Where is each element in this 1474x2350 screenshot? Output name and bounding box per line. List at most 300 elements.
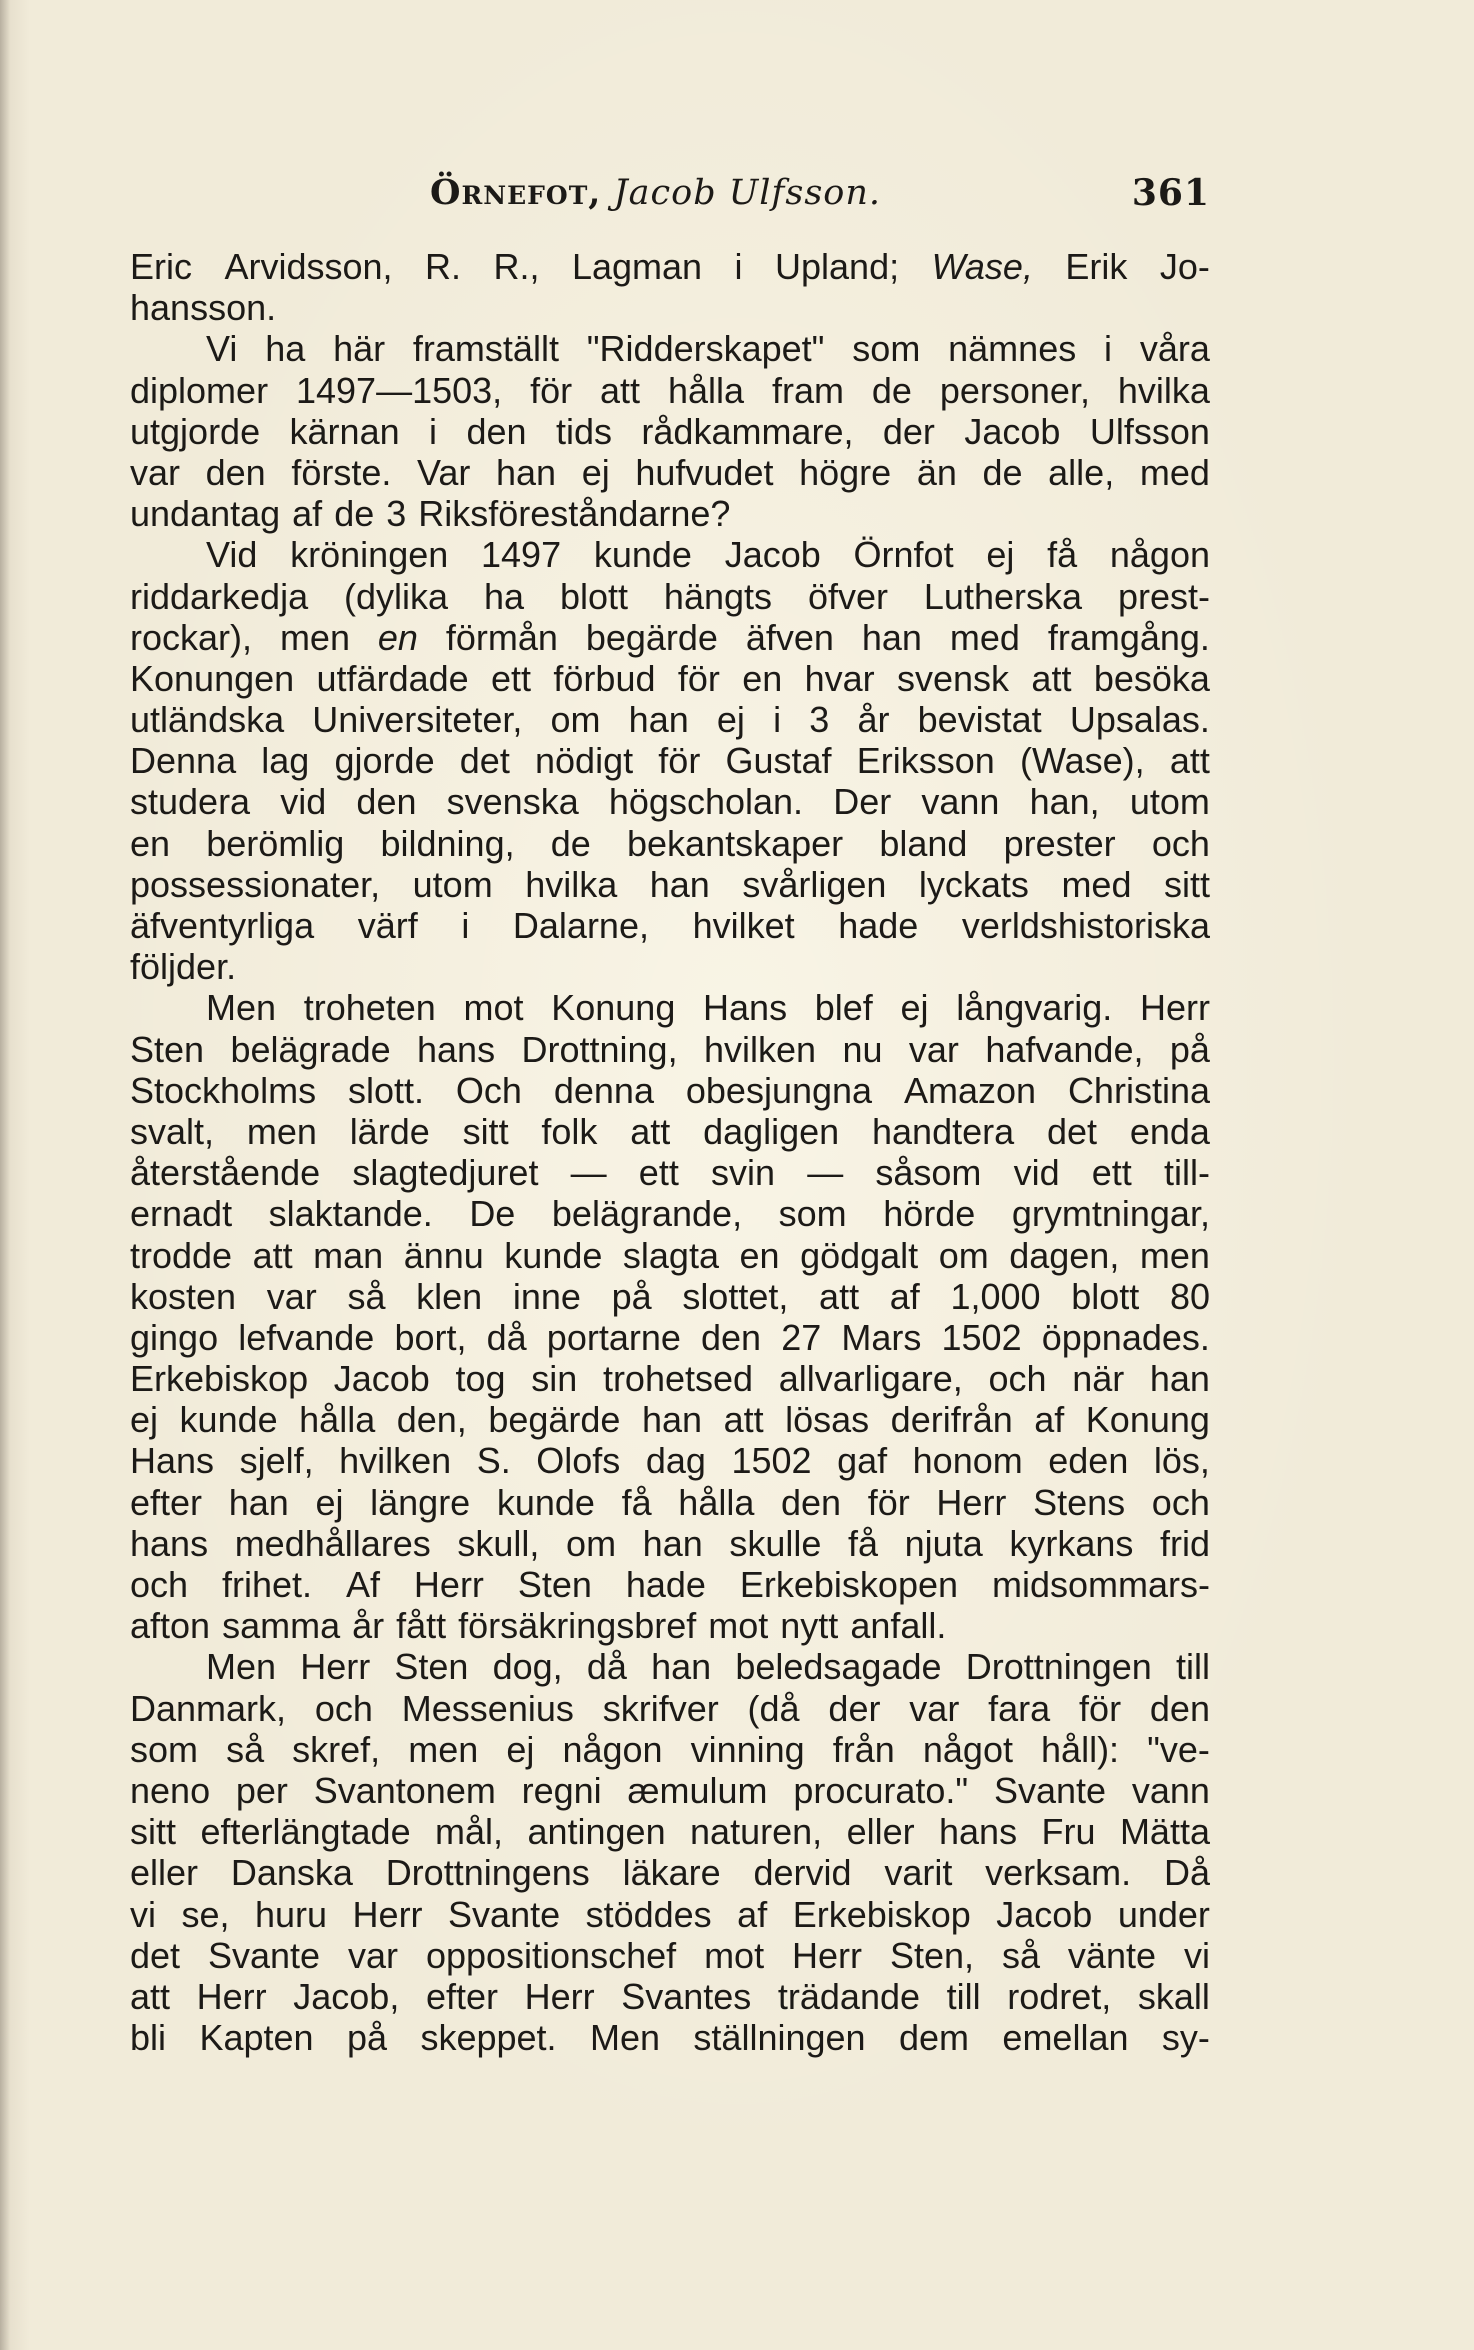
word: S.	[476, 1440, 511, 1482]
word: verldshistoriska	[961, 905, 1210, 946]
running-head-surname: Örnefot,	[430, 172, 602, 213]
word: af	[292, 493, 323, 535]
word: i	[773, 699, 782, 741]
word: vinning	[690, 1728, 805, 1770]
text-line	[130, 576, 1210, 617]
word: samma	[222, 1605, 341, 1647]
word: hans	[939, 1811, 1018, 1853]
word: mot	[704, 1934, 765, 1976]
word: kunde	[179, 1399, 278, 1441]
word: kunde	[504, 1234, 603, 1276]
text-line	[130, 1688, 1210, 1729]
word: kyrkans	[1009, 1522, 1134, 1564]
word: om	[566, 1522, 617, 1564]
word: efterlängtade	[200, 1811, 411, 1853]
word: vann	[921, 781, 1000, 823]
word: Drottning,	[521, 1028, 678, 1070]
word: Der	[833, 781, 892, 823]
word: Wase,	[931, 246, 1033, 287]
word: Lagman	[571, 246, 703, 287]
word: 27	[781, 1316, 822, 1358]
word: ej	[315, 1481, 344, 1523]
word: "ve-	[1147, 1728, 1210, 1770]
word: berömlig	[206, 822, 345, 864]
word: Dalarne,	[512, 905, 649, 946]
word: det	[459, 740, 510, 782]
word: Ulfsson	[1089, 410, 1210, 452]
word: på	[611, 1275, 652, 1317]
word: frid	[1159, 1522, 1210, 1564]
word: nämnes	[948, 328, 1077, 370]
word: tids	[555, 410, 612, 452]
word: Gustaf	[725, 740, 832, 782]
word: (dylika	[344, 575, 449, 617]
word: från	[832, 1728, 895, 1770]
word: hvilket	[692, 905, 795, 946]
word: Sten,	[889, 1934, 975, 1976]
word: neno	[130, 1769, 211, 1811]
word: trädande	[777, 1975, 921, 2017]
word: äfven	[745, 616, 834, 658]
word: sin	[531, 1358, 578, 1400]
word: Jo-	[1159, 246, 1210, 287]
word: portarne	[546, 1316, 681, 1358]
word: utländska	[130, 699, 285, 741]
word: en	[130, 822, 171, 864]
word: hansson.	[130, 287, 277, 329]
paragraph	[130, 1646, 1210, 2058]
word: läkare	[622, 1852, 721, 1894]
word: nytt	[780, 1605, 839, 1647]
word: han,	[1029, 781, 1100, 823]
word: värf	[357, 905, 418, 946]
word: så	[1001, 1934, 1040, 1976]
word: förmån	[445, 616, 558, 658]
word: dem	[898, 2017, 969, 2059]
word: midsommars-	[991, 1564, 1210, 1605]
word: begärde	[585, 616, 718, 658]
word: Olofs	[536, 1440, 621, 1482]
word: ej	[900, 987, 929, 1029]
word: Herr	[413, 1564, 484, 1605]
text-line	[130, 1029, 1210, 1070]
text-line	[130, 328, 1210, 369]
word: att	[630, 1110, 671, 1152]
word: Herr	[196, 1975, 267, 2017]
word: Universiteter,	[312, 699, 523, 741]
word: lefvande	[238, 1316, 375, 1358]
word: den	[1149, 1687, 1210, 1729]
word: inne	[512, 1275, 581, 1317]
word: huru	[255, 1893, 328, 1935]
word: kosten	[130, 1275, 237, 1317]
word: Men	[589, 2017, 660, 2059]
word: högscholan.	[608, 781, 804, 823]
text-line	[130, 493, 1210, 534]
text-line	[130, 452, 1210, 493]
word: Herr	[524, 1975, 595, 2017]
word: nu	[842, 1028, 883, 1070]
word: öppnades.	[1041, 1316, 1210, 1358]
word: för	[677, 657, 720, 699]
text-line	[130, 864, 1210, 905]
word: eden	[1048, 1440, 1129, 1482]
word: eller	[846, 1811, 915, 1853]
word: hans	[130, 1522, 209, 1564]
word: frihet.	[221, 1564, 313, 1605]
word: ett	[638, 1152, 679, 1194]
text-line	[130, 2017, 1210, 2058]
word: Eric	[130, 246, 192, 287]
text-line	[130, 740, 1210, 781]
word: afton	[130, 1605, 211, 1647]
text-line	[130, 1399, 1210, 1440]
word: handtera	[872, 1110, 1015, 1152]
word: han	[228, 1481, 289, 1523]
word: år	[352, 1605, 385, 1647]
word: mål,	[435, 1811, 504, 1853]
word: skull,	[457, 1522, 540, 1564]
word: Sten	[130, 1028, 205, 1070]
word: Då	[1163, 1852, 1210, 1894]
word: anfall.	[850, 1605, 947, 1647]
word: utom	[1129, 781, 1210, 823]
word: troheten	[303, 987, 436, 1029]
word: med	[1139, 451, 1210, 493]
text-line	[130, 246, 1210, 287]
word: hålla	[299, 1399, 376, 1441]
word: bekantskaper	[627, 822, 844, 864]
word: Danmark,	[130, 1687, 287, 1729]
word: Christina	[1067, 1069, 1210, 1111]
word: emellan	[1002, 2017, 1129, 2059]
word: hans	[417, 1028, 496, 1070]
word: vi	[1183, 1934, 1210, 1976]
word: Örnfot	[853, 534, 954, 576]
word: ett	[491, 657, 532, 699]
word: kröningen	[290, 534, 449, 576]
word: Och	[455, 1069, 522, 1111]
word: återstående	[130, 1152, 321, 1194]
word: Eriksson	[856, 740, 995, 782]
word: njuta	[904, 1522, 983, 1564]
word: Upsalas.	[1069, 699, 1210, 741]
word: gjorde	[334, 740, 435, 782]
word: naturen,	[690, 1811, 823, 1853]
word: att	[1169, 740, 1210, 782]
word: Drottningen	[965, 1646, 1152, 1688]
word: (då	[747, 1687, 800, 1729]
text-line	[130, 287, 1210, 328]
text-line	[130, 534, 1210, 575]
word: och	[1151, 822, 1210, 864]
word: Upland;	[775, 246, 900, 287]
word: den,	[396, 1399, 467, 1441]
word: bevistat	[917, 699, 1042, 741]
word: Herr	[936, 1481, 1007, 1523]
text-line	[130, 1646, 1210, 1687]
word: var	[909, 1687, 960, 1729]
text-line	[130, 781, 1210, 822]
word: dagligen	[703, 1110, 840, 1152]
word: studera	[130, 781, 251, 823]
word: æmulum	[627, 1769, 768, 1811]
paragraph	[130, 987, 1210, 1646]
word: medhållares	[234, 1522, 431, 1564]
word: han	[642, 1522, 703, 1564]
word: han	[861, 616, 922, 658]
word: att	[130, 1975, 171, 2017]
word: bli	[130, 2017, 167, 2059]
word: svalt,	[130, 1110, 215, 1152]
word: Jacob	[964, 410, 1061, 452]
word: år	[857, 699, 890, 741]
word: hörde	[883, 1193, 976, 1235]
word: ej	[581, 451, 610, 493]
word: han	[496, 451, 557, 493]
text-line	[130, 946, 1210, 987]
word: fram	[771, 369, 844, 411]
word: Stockholms	[130, 1069, 317, 1111]
text-line	[130, 1440, 1210, 1481]
word: possessionater,	[130, 863, 381, 905]
text-line	[130, 1235, 1210, 1276]
text-line	[130, 1852, 1210, 1893]
page-binding-edge	[0, 0, 10, 2350]
word: de	[871, 369, 912, 411]
text-line	[130, 1070, 1210, 1111]
word: vid	[1013, 1152, 1060, 1194]
word: beledsagade	[735, 1646, 942, 1688]
word: hängts	[663, 575, 773, 617]
word: slagtedjuret	[352, 1152, 539, 1194]
word: på	[1169, 1028, 1210, 1070]
word: Mars	[841, 1316, 922, 1358]
text-line	[130, 1111, 1210, 1152]
word: begärde	[488, 1399, 621, 1441]
word: skall	[1137, 1975, 1210, 2017]
word: då	[586, 1646, 627, 1688]
word: skeppet.	[420, 2017, 557, 2059]
word: förbud	[553, 657, 656, 699]
word: långvarig.	[956, 987, 1113, 1029]
word: en	[742, 657, 783, 699]
word: bort,	[394, 1316, 467, 1358]
paragraph	[130, 328, 1210, 534]
word: någon	[1109, 534, 1210, 576]
word: framställt	[412, 328, 559, 370]
word: skref,	[292, 1728, 381, 1770]
word: se,	[181, 1893, 230, 1935]
word: "Ridderskapet"	[586, 328, 825, 370]
word: Jacob,	[293, 1975, 400, 2017]
word: de	[334, 493, 375, 535]
word: hvar	[804, 657, 875, 699]
text-line	[130, 1152, 1210, 1193]
word: och	[130, 1564, 189, 1605]
word: högre	[799, 451, 892, 493]
word: den	[781, 1481, 842, 1523]
word: sjelf,	[239, 1440, 314, 1482]
word: någon	[562, 1728, 663, 1770]
word: svårligen	[742, 863, 887, 905]
word: om	[550, 699, 601, 741]
word: grymtningar,	[1011, 1193, 1210, 1235]
word: med	[949, 616, 1020, 658]
word: Svante	[448, 1893, 561, 1935]
word: kunde	[496, 1481, 595, 1523]
word: äfventyrliga	[130, 905, 315, 946]
word: 80	[1169, 1275, 1210, 1317]
word: besöka	[1093, 657, 1210, 699]
word: verksam.	[985, 1852, 1132, 1894]
text-line	[130, 1358, 1210, 1399]
text-line	[130, 1605, 1210, 1646]
word: kunde	[593, 534, 692, 576]
word: sitt	[130, 1811, 177, 1853]
running-head	[430, 172, 881, 213]
word: dog,	[492, 1646, 563, 1688]
word: af	[889, 1275, 920, 1317]
word: men	[1139, 1234, 1210, 1276]
word: efter	[425, 1975, 498, 2017]
word: lag	[261, 740, 310, 782]
word: få	[848, 1522, 879, 1564]
word: ännu	[403, 1234, 484, 1276]
word: få	[621, 1481, 652, 1523]
word: denna	[553, 1069, 654, 1111]
word: Vi	[206, 328, 238, 370]
word: lös,	[1153, 1440, 1210, 1482]
word: Mätta	[1119, 1811, 1210, 1853]
word: lösas	[785, 1399, 870, 1441]
word: 1497	[481, 534, 562, 576]
word: det	[130, 1934, 181, 1976]
word: skrifver	[602, 1687, 719, 1729]
word: var	[348, 1934, 399, 1976]
word: Jacob	[996, 1893, 1093, 1935]
word: Fru	[1041, 1811, 1096, 1853]
word: —	[807, 1152, 844, 1194]
text-line	[130, 1276, 1210, 1317]
word: som	[130, 1728, 199, 1770]
word: Stens	[1033, 1481, 1126, 1523]
word: öfver	[807, 575, 888, 617]
word: gaf	[837, 1440, 888, 1482]
word: Arvidsson,	[224, 246, 393, 287]
text-line	[130, 411, 1210, 452]
word: Erik	[1065, 246, 1128, 287]
text-line	[130, 1564, 1210, 1605]
word: ej	[130, 1399, 159, 1441]
page-number: 361	[1131, 172, 1210, 214]
text-line	[130, 823, 1210, 864]
word: i	[734, 246, 743, 287]
word: för	[658, 740, 701, 782]
word: Var	[417, 451, 471, 493]
word: längre	[370, 1481, 471, 1523]
word: den	[356, 781, 417, 823]
word: sitt	[462, 1110, 509, 1152]
word: utgjorde	[130, 410, 261, 452]
word: Svante	[993, 1769, 1107, 1811]
word: der	[882, 410, 935, 452]
word: de	[982, 451, 1023, 493]
word: svin	[711, 1152, 776, 1194]
word: Erkebiskop	[130, 1358, 309, 1400]
text-line	[130, 987, 1210, 1028]
word: slaktande.	[268, 1193, 433, 1235]
word: och	[1151, 1481, 1210, 1523]
word: om	[938, 1234, 989, 1276]
word: hvilka	[1117, 369, 1210, 411]
word: på	[346, 2017, 388, 2059]
body-text	[130, 246, 1210, 2058]
word: Konung	[551, 987, 676, 1029]
word: De	[469, 1193, 516, 1235]
word: enda	[1129, 1110, 1210, 1152]
word: folk	[541, 1110, 598, 1152]
word: till	[946, 1975, 981, 2017]
word: bland	[879, 822, 968, 864]
text-line	[130, 1317, 1210, 1358]
word: när	[1072, 1358, 1125, 1400]
word: bildning,	[380, 822, 515, 864]
word: skulle	[729, 1522, 822, 1564]
word: att	[819, 1275, 860, 1317]
word: antingen	[527, 1811, 666, 1853]
word: rodret,	[1007, 1975, 1112, 2017]
word: Herr	[792, 1934, 863, 1976]
word: hvilken	[339, 1440, 452, 1482]
word: alle,	[1048, 451, 1115, 493]
word: en	[377, 616, 418, 658]
text-line	[130, 1482, 1210, 1523]
word: men	[279, 616, 350, 658]
word: af	[1034, 1399, 1065, 1441]
word: Vid	[206, 534, 258, 576]
word: fått	[396, 1605, 447, 1647]
word: hafvande,	[985, 1028, 1144, 1070]
word: Sten	[394, 1646, 469, 1688]
word: 1497—1503,	[295, 369, 503, 411]
word: Hans	[130, 1440, 215, 1482]
word: dag	[645, 1440, 706, 1482]
word: sitt	[1163, 863, 1210, 905]
word: Jacob	[333, 1358, 430, 1400]
word: ernadt	[130, 1193, 233, 1235]
word: såsom	[875, 1152, 982, 1194]
word: hvilken	[703, 1028, 817, 1070]
word: mot	[463, 987, 524, 1029]
word: och	[314, 1687, 373, 1729]
word: hufvudet	[635, 451, 774, 493]
paragraph	[130, 246, 1210, 328]
text-line	[130, 1935, 1210, 1976]
word: som	[852, 328, 921, 370]
word: Lutherska	[923, 575, 1083, 617]
word: Svantes	[621, 1975, 752, 2017]
word: förste.	[291, 451, 392, 493]
word: hålla	[667, 369, 745, 411]
word: här	[333, 328, 386, 370]
word: Denna	[130, 740, 237, 782]
word: riddarkedja	[130, 575, 309, 617]
word: hvilka	[525, 863, 618, 905]
word: han	[1149, 1358, 1210, 1400]
word: nödigt	[535, 740, 634, 782]
word: få	[1047, 534, 1078, 576]
